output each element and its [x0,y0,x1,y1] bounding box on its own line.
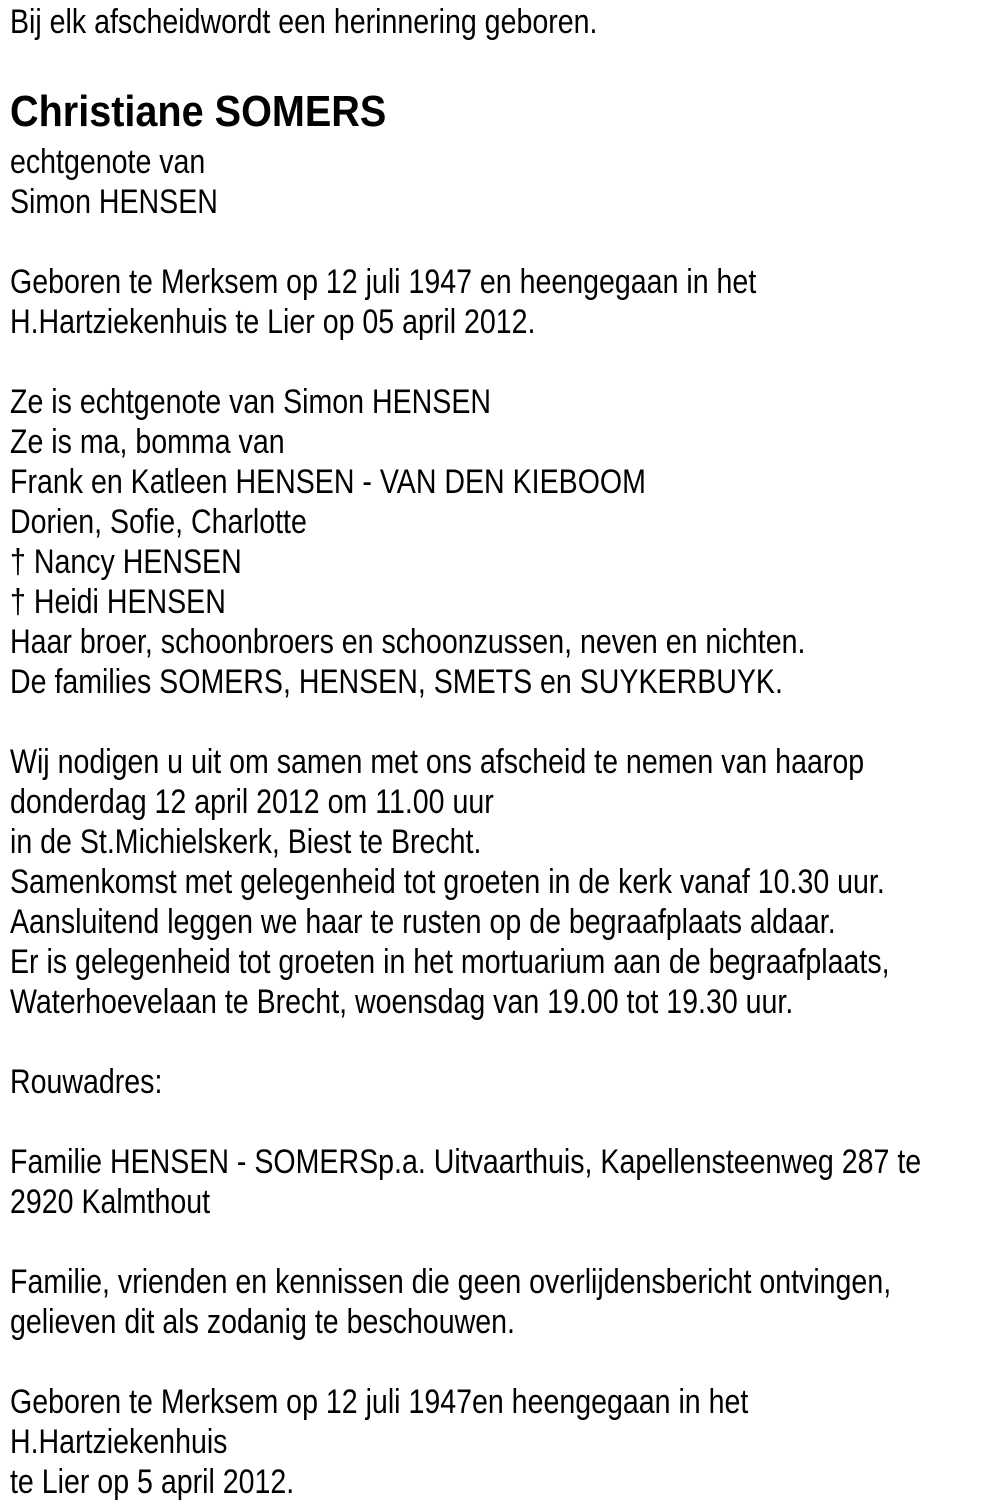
paragraph-family [10,382,1000,702]
text-line-deceased-nancy [10,542,1000,582]
quote-paragraph [10,2,1000,42]
mourning-address-label [10,1062,1000,1102]
relation-line [10,142,1000,182]
text-line [10,742,1000,782]
text-line [10,1422,1000,1462]
text-line-content: De families SOMERS, HENSEN, SMETS en SUYKERBUYK. [10,663,783,701]
text-line [10,422,1000,462]
text-line [10,382,1000,422]
text-line-content: Frank en Katleen HENSEN - VAN DEN KIEBOOM [10,463,646,501]
deceased-name [10,82,1000,142]
quote-line [10,2,1000,42]
text-line-content: 2920 Kalmthout [10,1183,211,1221]
text-line [10,1462,1000,1502]
paragraph-mourning-address-label [10,1062,1000,1102]
text-line-content: Familie HENSEN - SOMERSp.a. Uitvaarthuis, Kapellensteenweg 287 te [10,1143,922,1181]
text-line-content: Samenkomst met gelegenheid tot groeten in de kerk vanaf 10.30 uur. [10,863,885,901]
text-line [10,1302,1000,1342]
text-line-content: † Nancy HENSEN [10,543,242,581]
paragraph-birth-death-repeat [10,1382,1000,1502]
text-line-content: Geboren te Merksem op 12 juli 1947en heengegaan in het [10,1383,749,1421]
text-line [10,1382,1000,1422]
text-line-content: Wij nodigen u uit om samen met ons afscheid te nemen van haarop [10,743,865,781]
text-line-content: Ze is ma, bomma van [10,423,285,461]
text-line-deceased-heidi [10,582,1000,622]
header-block [10,82,1000,222]
text-line [10,1182,1000,1222]
text-line [10,902,1000,942]
text-line [10,502,1000,542]
text-line-content: † Heidi HENSEN [10,583,226,621]
text-line [10,822,1000,862]
text-line [10,462,1000,502]
spouse-name-text: Simon HENSEN [10,183,218,221]
text-line [10,782,1000,822]
text-line [10,982,1000,1022]
text-line [10,862,1000,902]
text-line [10,1262,1000,1302]
text-line [10,262,1000,302]
text-line-content: H.Hartziekenhuis te Lier op 05 april 2012. [10,303,536,341]
text-line-content: te Lier op 5 april 2012. [10,1463,295,1501]
text-line-content: Rouwadres: [10,1063,163,1101]
text-line-content: H.Hartziekenhuis [10,1423,228,1461]
paragraph-notification-note [10,1262,1000,1342]
text-line-content: in de St.Michielskerk, Biest te Brecht. [10,823,482,861]
text-line-content: gelieven dit als zodanig te beschouwen. [10,1303,515,1341]
deceased-name-text: Christiane SOMERS [10,87,387,136]
paragraph-mourning-address [10,1142,1000,1222]
text-line-content: Familie, vrienden en kennissen die geen overlijdensbericht ontvingen, [10,1263,892,1301]
text-line [10,302,1000,342]
text-line-content: Er is gelegenheid tot groeten in het mortuarium aan de begraafplaats, [10,943,890,981]
text-line-content: Dorien, Sofie, Charlotte [10,503,307,541]
text-line-content: donderdag 12 april 2012 om 11.00 uur [10,783,494,821]
text-line-content: Geboren te Merksem op 12 juli 1947 en heengegaan in het [10,263,757,301]
text-line-content: Haar broer, schoonbroers en schoonzussen, neven en nichten. [10,623,806,661]
quote-text: Bij elk afscheidwordt een herinnering geboren. [10,3,598,41]
text-line [10,942,1000,982]
text-line-content: Aansluitend leggen we haar te rusten op de begraafplaats aldaar. [10,903,836,941]
text-line-content: Waterhoevelaan te Brecht, woensdag van 19.00 tot 19.30 uur. [10,983,794,1021]
text-line [10,1142,1000,1182]
text-line-content: Ze is echtgenote van Simon HENSEN [10,383,491,421]
paragraph-birth-death [10,262,1000,342]
spouse-name-line [10,182,1000,222]
paragraph-ceremony [10,742,1000,1022]
text-line [10,662,1000,702]
text-line [10,622,1000,662]
relation-text: echtgenote van [10,143,206,181]
